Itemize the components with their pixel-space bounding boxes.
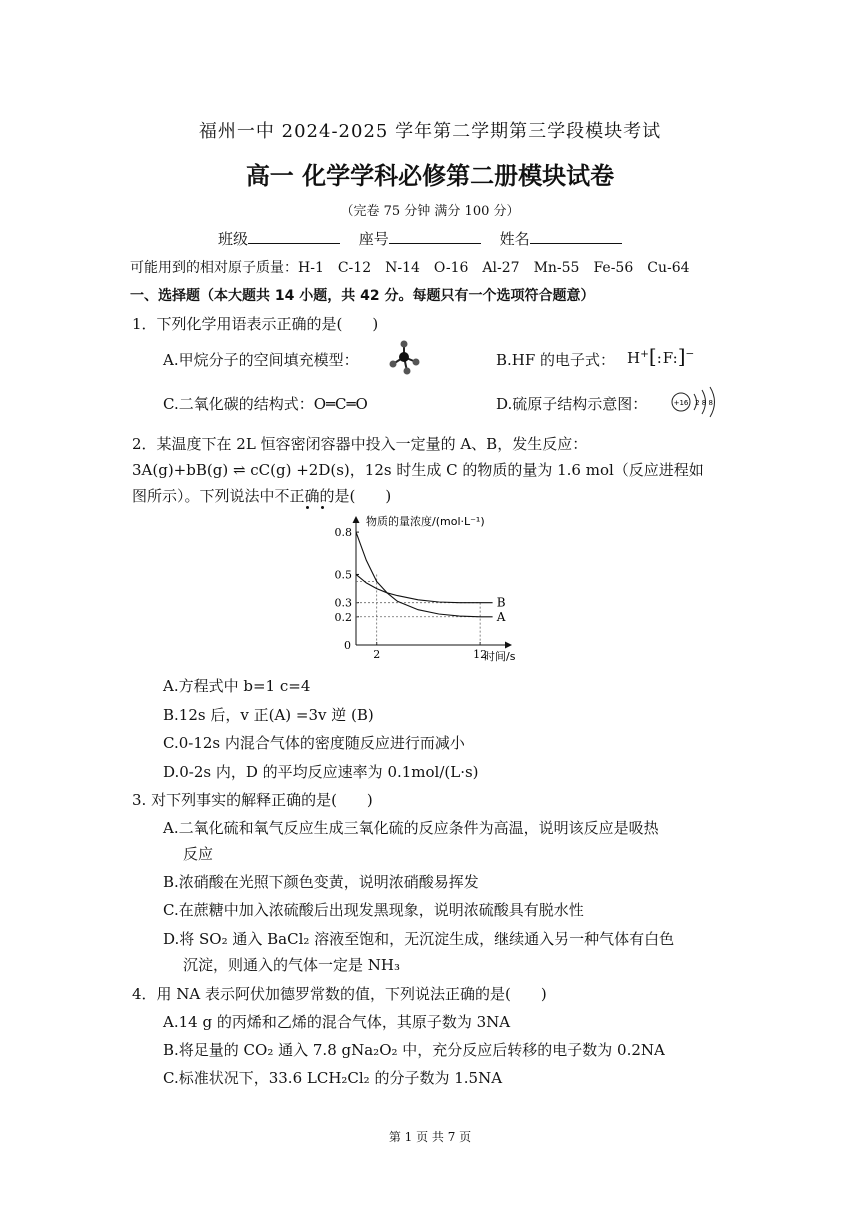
- sulfur-atom-diagram-icon: [668, 384, 724, 420]
- y-tick-label: 0.8: [334, 526, 352, 540]
- class-blank[interactable]: [248, 229, 340, 244]
- hf-electron-formula: H+[:F:]−: [627, 344, 695, 368]
- concentration-time-chart: [328, 512, 518, 662]
- series-label-B: B: [496, 595, 506, 610]
- emphasis-dot: [321, 506, 324, 509]
- seat-blank[interactable]: [389, 229, 481, 244]
- atomic-masses: 可能用到的相对原子质量：H-1 C-12 N-14 O-16 Al-27 Mn-55 Fe-56 Cu-64: [130, 260, 690, 276]
- x-tick-label: 2: [373, 648, 381, 661]
- q1-option-a: A.甲烷分子的空间填充模型：: [163, 351, 359, 369]
- sulfur-nucleus-label: +16: [673, 399, 689, 407]
- x-axis-label: 时间/s: [484, 650, 516, 662]
- q3-option-a-line1: A.二氧化硫和氧气反应生成三氧化硫的反应条件为高温，说明该反应是吸热: [163, 819, 659, 837]
- q3-option-b: B.浓硝酸在光照下颜色变黄，说明浓硝酸易挥发: [163, 873, 479, 891]
- q2-line2: 3A(g)+bB(g) ⇌ cC(g) +2D(s)，12s 时生成 C 的物质的量为 1.6 mol（反应进程如: [132, 461, 704, 479]
- q2-line1: 2．某温度下在 2L 恒容密闭容器中投入一定量的 A、B，发生反应：: [132, 435, 588, 453]
- name-label: 姓名: [499, 230, 530, 248]
- section-title: 一、选择题（本大题共 14 小题，共 42 分。每题只有一个选项符合题意）: [130, 288, 595, 304]
- q2-option-a: A.方程式中 b=1 c=4: [163, 677, 311, 695]
- q2-option-d: D.0-2s 内，D 的平均反应速率为 0.1mol/(L·s): [163, 763, 479, 781]
- q3-stem: 3. 对下列事实的解释正确的是( ): [132, 791, 373, 809]
- q3-option-c: C.在蔗糖中加入浓硫酸后出现发黑现象，说明浓硫酸具有脱水性: [163, 901, 584, 919]
- q1-stem: 1．下列化学用语表示正确的是( ): [132, 315, 379, 333]
- y-axis-label: 物质的量浓度/(mol·L⁻¹): [366, 515, 485, 528]
- y-tick-label: 0.2: [334, 610, 352, 624]
- page-footer: 第 1 页 共 7 页: [388, 1130, 472, 1144]
- q3-option-a-line2: 反应: [183, 845, 214, 863]
- series-label-A: A: [496, 609, 506, 624]
- emphasis-dot: [306, 506, 309, 509]
- school-line: 福州一中 2024-2025 学年第二学期第三学段模块考试: [198, 121, 662, 142]
- hf-h-symbol: H: [627, 349, 641, 367]
- y-tick-label: 0.3: [334, 596, 352, 610]
- q2-option-c: C.0-12s 内混合气体的密度随反应进行而减小: [163, 734, 465, 752]
- q2-line3: 图所示）。下列说法中不正确的是( ): [132, 487, 392, 505]
- x-tick-label: 12: [473, 648, 488, 661]
- q1-option-c: C.二氧化碳的结构式：O═C═O: [163, 395, 368, 413]
- seat-label: 座号: [358, 230, 389, 248]
- class-label: 班级: [218, 230, 249, 248]
- q1-option-b: B.HF 的电子式：: [496, 351, 616, 369]
- time-note: （完卷 75 分钟 满分 100 分）: [340, 204, 520, 219]
- q3-option-d-line2: 沉淀，则通入的气体一定是 NH₃: [183, 956, 400, 974]
- origin-label: 0: [344, 639, 351, 652]
- q1-option-d: D.硫原子结构示意图：: [496, 395, 648, 413]
- q4-option-b: B.将足量的 CO₂ 通入 7.8 gNa₂O₂ 中，充分反应后转移的电子数为 0.2NA: [163, 1041, 665, 1059]
- methane-model-icon: [386, 338, 422, 378]
- q3-option-d-line1: D.将 SO₂ 通入 BaCl₂ 溶液至饱和，无沉淀生成，继续通入另一种气体有白色: [163, 930, 675, 948]
- q4-stem: 4．用 NA 表示阿伏加德罗常数的值，下列说法正确的是( ): [132, 985, 547, 1003]
- sulfur-shells-label: 2 8 8: [695, 399, 713, 407]
- q4-option-c: C.标准状况下，33.6 LCH₂Cl₂ 的分子数为 1.5NA: [163, 1069, 503, 1087]
- student-info-row: [218, 228, 636, 249]
- paper-title: 高一 化学学科必修第二册模块试卷: [245, 162, 615, 190]
- q4-option-a: A.14 g 的丙烯和乙烯的混合气体，其原子数为 3NA: [163, 1013, 511, 1031]
- name-blank[interactable]: [530, 229, 622, 244]
- hf-f-symbol: F: [662, 349, 673, 367]
- y-tick-label: 0.5: [334, 568, 352, 582]
- q2-option-b: B.12s 后，v 正(A) =3v 逆 (B): [163, 706, 374, 724]
